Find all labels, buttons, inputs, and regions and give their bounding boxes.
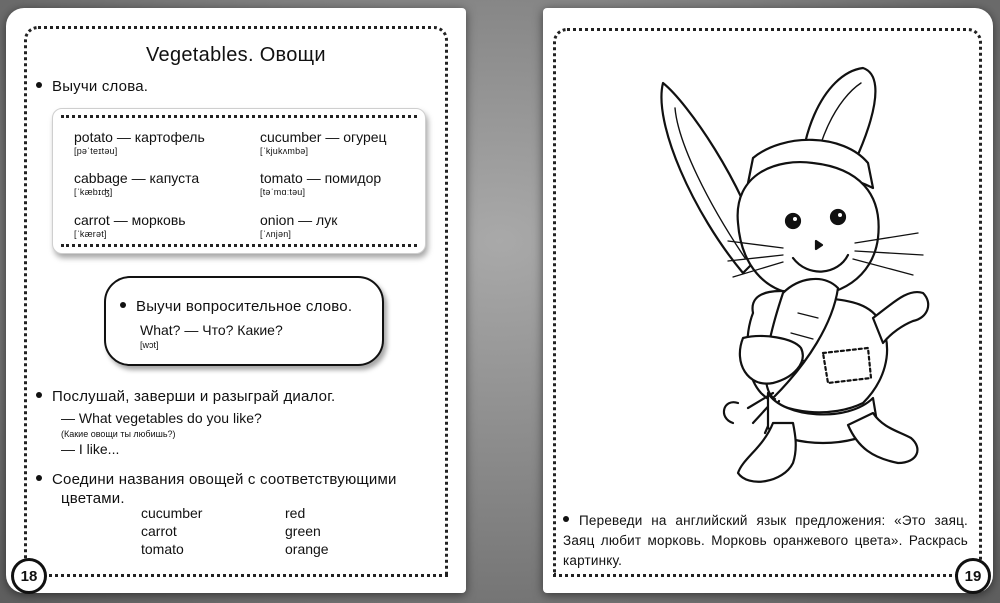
question-word-bubble xyxy=(104,276,384,366)
bullet-icon xyxy=(563,516,569,522)
page-number-left: 18 xyxy=(11,558,47,594)
match-vegetable: carrot xyxy=(141,523,177,539)
left-page xyxy=(6,8,466,593)
word-cucumber: cucumber — огурец [ˈkjukʌmbə] xyxy=(260,129,387,156)
question-transcription: [wɔt] xyxy=(140,340,159,350)
word-onion: onion — лук [ˈʌnjən] xyxy=(260,212,338,239)
match-color: orange xyxy=(285,541,329,557)
bullet-icon xyxy=(36,475,42,481)
vocabulary-card xyxy=(52,108,426,254)
bullet-icon xyxy=(120,302,126,308)
task-dialog: Послушай, заверши и разыграй диалог. xyxy=(36,386,335,407)
page-title: Vegetables. Овощи xyxy=(146,44,326,66)
match-color: red xyxy=(285,505,306,521)
task-question-word: Выучи вопросительное слово. xyxy=(120,296,352,317)
task-learn-words: Выучи слова. xyxy=(36,76,148,97)
card-perforation-top xyxy=(61,115,417,118)
word-tomato: tomato — помидор [təˈmɑːtəu] xyxy=(260,170,382,197)
question-word: What? — Что? Какие? xyxy=(140,322,283,338)
task-match-line-2: цветами. xyxy=(61,490,125,507)
card-perforation-bottom xyxy=(61,244,417,247)
word-potato: potato — картофель [pəˈteɪtəu] xyxy=(74,129,205,156)
bullet-icon xyxy=(36,392,42,398)
bunny-coloring-illustration xyxy=(633,63,933,493)
match-vegetable: tomato xyxy=(141,541,184,557)
word-carrot: carrot — морковь [ˈkærət] xyxy=(74,212,186,239)
match-color: green xyxy=(285,523,321,539)
page-number-right: 19 xyxy=(955,558,991,594)
match-vegetable: cucumber xyxy=(141,505,203,521)
match-vegetables-column xyxy=(141,504,202,558)
word-cabbage: cabbage — капуста [ˈkæbɪʤ] xyxy=(74,170,200,197)
dialog-line-2: — I like... xyxy=(61,441,120,457)
task-match: Соедини названия овощей с соответствующими xyxy=(36,469,397,490)
right-page xyxy=(543,8,993,593)
coloring-instruction: Переведи на английский язык предложения: «Это заяц. Заяц любит морковь. Морковь оранжевого цвета». Раскрась картинку. xyxy=(563,513,968,568)
dialog-line-1-translation: (Какие овощи ты любишь?) xyxy=(61,429,176,439)
bullet-icon xyxy=(36,82,42,88)
dialog-line-1: — What vegetables do you like? xyxy=(61,410,262,426)
match-colors-column xyxy=(285,504,329,558)
